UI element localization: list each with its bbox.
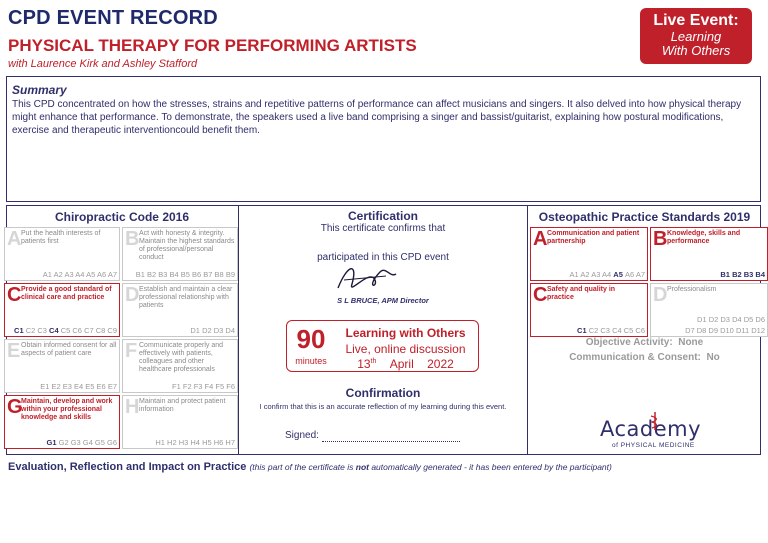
code-c1: C1 [14,326,26,335]
summary-box [6,76,761,202]
date-suffix: th [370,358,377,365]
code-e2: E2 [51,382,63,391]
osteo-standard-letter: C [533,284,548,306]
osteo-standard-letter: D [653,284,668,306]
code-f5: F5 [215,382,227,391]
chiro-standard-letter: H [125,396,140,418]
code-c2: C2 [588,326,601,335]
event-date [333,357,478,371]
code-c5: C5 [60,326,73,335]
code-h7: H7 [225,438,235,447]
code-d4: D4 [732,315,744,324]
code-a5: A5 [86,270,97,279]
chiro-standard-letter: A [7,228,22,250]
code-a4: A4 [602,270,614,279]
chiro-standard-codes [40,382,117,391]
code-d10: D10 [720,326,736,335]
chiro-standard-a [4,227,120,281]
chiro-standard-codes [136,270,235,279]
chiro-standard-c [4,283,120,337]
code-d3: D3 [213,326,226,335]
note-pre: (this part of the certificate is [249,462,356,472]
chiro-standard-h [122,395,238,449]
code-b9: B9 [225,270,235,279]
chiro-standard-codes [172,382,235,391]
osteo-standard-codes [697,315,765,324]
code-g6: G6 [106,438,117,447]
osteo-standard-b [650,227,768,281]
osteo-standard-d [650,283,768,337]
code-b4: B4 [169,270,181,279]
code-h2: H2 [167,438,179,447]
osteo-standard-codes [577,326,645,335]
code-d6: D6 [755,315,765,324]
live-event-label: Live Event: [653,12,739,29]
event-title: Learning with Others [345,326,466,340]
osteo-standard-codes [685,326,765,335]
code-a6: A6 [96,270,108,279]
osteo-standard-letter: B [653,228,668,250]
code-d4: D4 [225,326,235,335]
osteo-standard-a [530,227,648,281]
date-year: 2022 [427,357,454,371]
code-c8: C8 [95,326,108,335]
osteo-standard-codes [720,270,765,279]
academy-logo-sub: of PHYSICAL MEDICINE [612,442,695,449]
chiro-standard-letter: G [7,396,23,418]
code-g1: G1 [46,438,59,447]
chiro-standard-letter: B [125,228,140,250]
code-f6: F6 [226,382,235,391]
code-e4: E4 [74,382,86,391]
code-c7: C7 [84,326,96,335]
code-e3: E3 [62,382,75,391]
chiro-standard-codes [14,326,117,335]
code-a2: A2 [53,270,65,279]
code-c3: C3 [600,326,613,335]
code-a1: A1 [569,270,581,279]
chiro-standard-codes [190,326,235,335]
date-month: April [389,357,414,371]
code-d7: D7 [685,326,697,335]
code-e1: E1 [40,382,52,391]
code-a6: A6 [624,270,636,279]
column-divider-left [238,205,239,455]
date-day: 13 [357,357,371,371]
osteo-standard-description: Communication and patient partnership [547,230,640,245]
signatory-name: S L BRUCE, APM Director [337,296,429,305]
caduceus-icon [648,410,662,432]
code-f1: F1 [172,382,183,391]
osteo-heading: Osteopathic Practice Standards 2019 [538,210,751,224]
code-h5: H5 [202,438,214,447]
event-type: Live, online discussion [345,342,466,356]
chiro-standard-description: Communicate properly and effectively with patients, colleagues and other healthcare professionals [139,342,224,373]
chiro-standard-d [122,283,238,337]
code-b3: B3 [743,270,756,279]
code-a5: A5 [613,270,625,279]
note-post: automatically generated - it has been entered by the participant) [368,462,612,472]
code-f3: F3 [193,382,205,391]
code-b6: B6 [192,270,204,279]
document-title: CPD EVENT RECORD [8,7,218,29]
code-a2: A2 [580,270,592,279]
code-c6: C6 [72,326,85,335]
column-divider-right [527,205,528,455]
code-b3: B3 [158,270,170,279]
code-d1: D1 [697,315,709,324]
code-a7: A7 [635,270,645,279]
code-d1: D1 [190,326,203,335]
academy-logo: Academy [600,417,702,441]
signed-label: Signed: [285,430,319,441]
chiro-standard-codes [155,438,235,447]
summary-text: This CPD concentrated on how the stresses, strains and repetitive patterns of performance can affect musicians and singers. It also delved into how physical therapy might enhance that performance. To demonstrate, the speakers used a live band comprising a singer and bassist/guitarist, explaining how postural modifications, exercise and therapeutic interventioncould benefit them. [12,99,742,136]
code-a7: A7 [107,270,117,279]
code-f4: F4 [204,382,216,391]
consent-label: Communication & Consent: [569,352,701,363]
summary-heading: Summary [12,83,67,97]
code-e7: E7 [107,382,117,391]
chiro-standard-description: Maintain and protect patient information [139,398,226,413]
evaluation-title: Evaluation, Reflection and Impact on Practice [8,461,247,473]
code-h1: H1 [155,438,168,447]
code-g5: G5 [94,438,107,447]
objective-label: Objective Activity: [585,337,673,348]
code-g4: G4 [82,438,95,447]
document-subtitle: PHYSICAL THERAPY FOR PERFORMING ARTISTS [8,36,417,55]
code-d2: D2 [202,326,214,335]
chiro-standard-letter: F [125,340,138,362]
certification-heading: Certification [347,209,418,223]
code-c4: C4 [49,326,61,335]
chiro-standard-letter: C [7,284,22,306]
osteo-standard-c [530,283,648,337]
certification-line2: participated in this CPD event [317,252,449,263]
objective-activity [528,337,761,348]
communication-consent [528,352,761,363]
minutes-label: minutes [295,356,327,366]
code-b1: B1 [135,270,147,279]
code-d8: D8 [696,326,709,335]
chiro-heading: Chiropractic Code 2016 [54,210,190,224]
code-b1: B1 [720,270,733,279]
chiro-standard-description: Act with honesty & integrity. Maintain the highest standards of professional/personal conduct [139,230,235,261]
certification-line1: This certificate confirms that [320,223,446,234]
code-c9: C9 [107,326,117,335]
chiro-standard-g [4,395,120,449]
chiro-standard-f [122,339,238,393]
live-event-line2: Learning [670,29,722,44]
code-h3: H3 [178,438,191,447]
confirmation-text: I confirm that this is an accurate reflection of my learning during this event. [259,402,507,411]
code-b4: B4 [755,270,765,279]
chiro-standard-codes [43,270,117,279]
signature-line[interactable] [322,441,460,442]
code-c5: C5 [623,326,636,335]
code-c6: C6 [635,326,645,335]
chiro-standard-description: Maintain, develop and work within your professional knowledge and skills [21,398,113,421]
code-a4: A4 [75,270,87,279]
code-g2: G2 [58,438,71,447]
osteo-standard-codes [570,270,646,279]
code-b7: B7 [203,270,215,279]
chiro-standard-letter: E [7,340,21,362]
evaluation-note [249,462,611,472]
code-d2: D2 [708,315,721,324]
code-d11: D11 [735,326,752,335]
code-h4: H4 [190,438,203,447]
code-c2: C2 [25,326,38,335]
chiro-standard-description: Put the health interests of patients first [21,230,101,245]
chiro-standard-e [4,339,120,393]
confirmation-heading: Confirmation [345,386,421,400]
code-b8: B8 [214,270,226,279]
chiro-standard-description: Establish and maintain a clear professional relationship with patients [139,286,233,309]
code-d9: D9 [708,326,721,335]
presenters-line: with Laurence Kirk and Ashley Stafford [8,58,198,70]
objective-value: None [678,337,704,348]
code-e5: E5 [85,382,97,391]
code-a3: A3 [64,270,76,279]
code-b2: B2 [146,270,159,279]
code-b5: B5 [180,270,193,279]
code-a1: A1 [42,270,54,279]
osteo-standard-description: Professionalism [667,286,717,293]
chiro-standard-description: Obtain informed consent for all aspects of patient care [21,342,117,357]
osteo-standard-letter: A [533,228,548,250]
code-b2: B2 [732,270,744,279]
live-event-line3: With Others [661,43,731,58]
live-event-badge [640,8,752,64]
director-signature [330,258,400,298]
chiro-standard-description: Provide a good standard of clinical care and practice [21,286,112,301]
consent-value: No [706,352,720,363]
minutes-value: 90 [296,324,326,354]
evaluation-heading [8,461,612,473]
chiro-standard-letter: D [125,284,140,306]
code-g3: G3 [70,438,83,447]
code-c3: C3 [37,326,50,335]
code-c4: C4 [612,326,624,335]
code-f2: F2 [182,382,194,391]
chiro-standard-b [122,227,238,281]
code-d3: D3 [720,315,733,324]
code-d5: D5 [743,315,756,324]
code-e6: E6 [96,382,108,391]
osteo-standard-description: Knowledge, skills and performance [667,230,741,245]
note-bold: not [355,462,369,472]
osteo-standard-description: Safety and quality in practice [547,286,616,301]
code-h6: H6 [213,438,226,447]
code-d12: D12 [751,326,765,335]
code-a3: A3 [591,270,603,279]
chiro-standard-codes [47,438,117,447]
code-c1: C1 [577,326,589,335]
